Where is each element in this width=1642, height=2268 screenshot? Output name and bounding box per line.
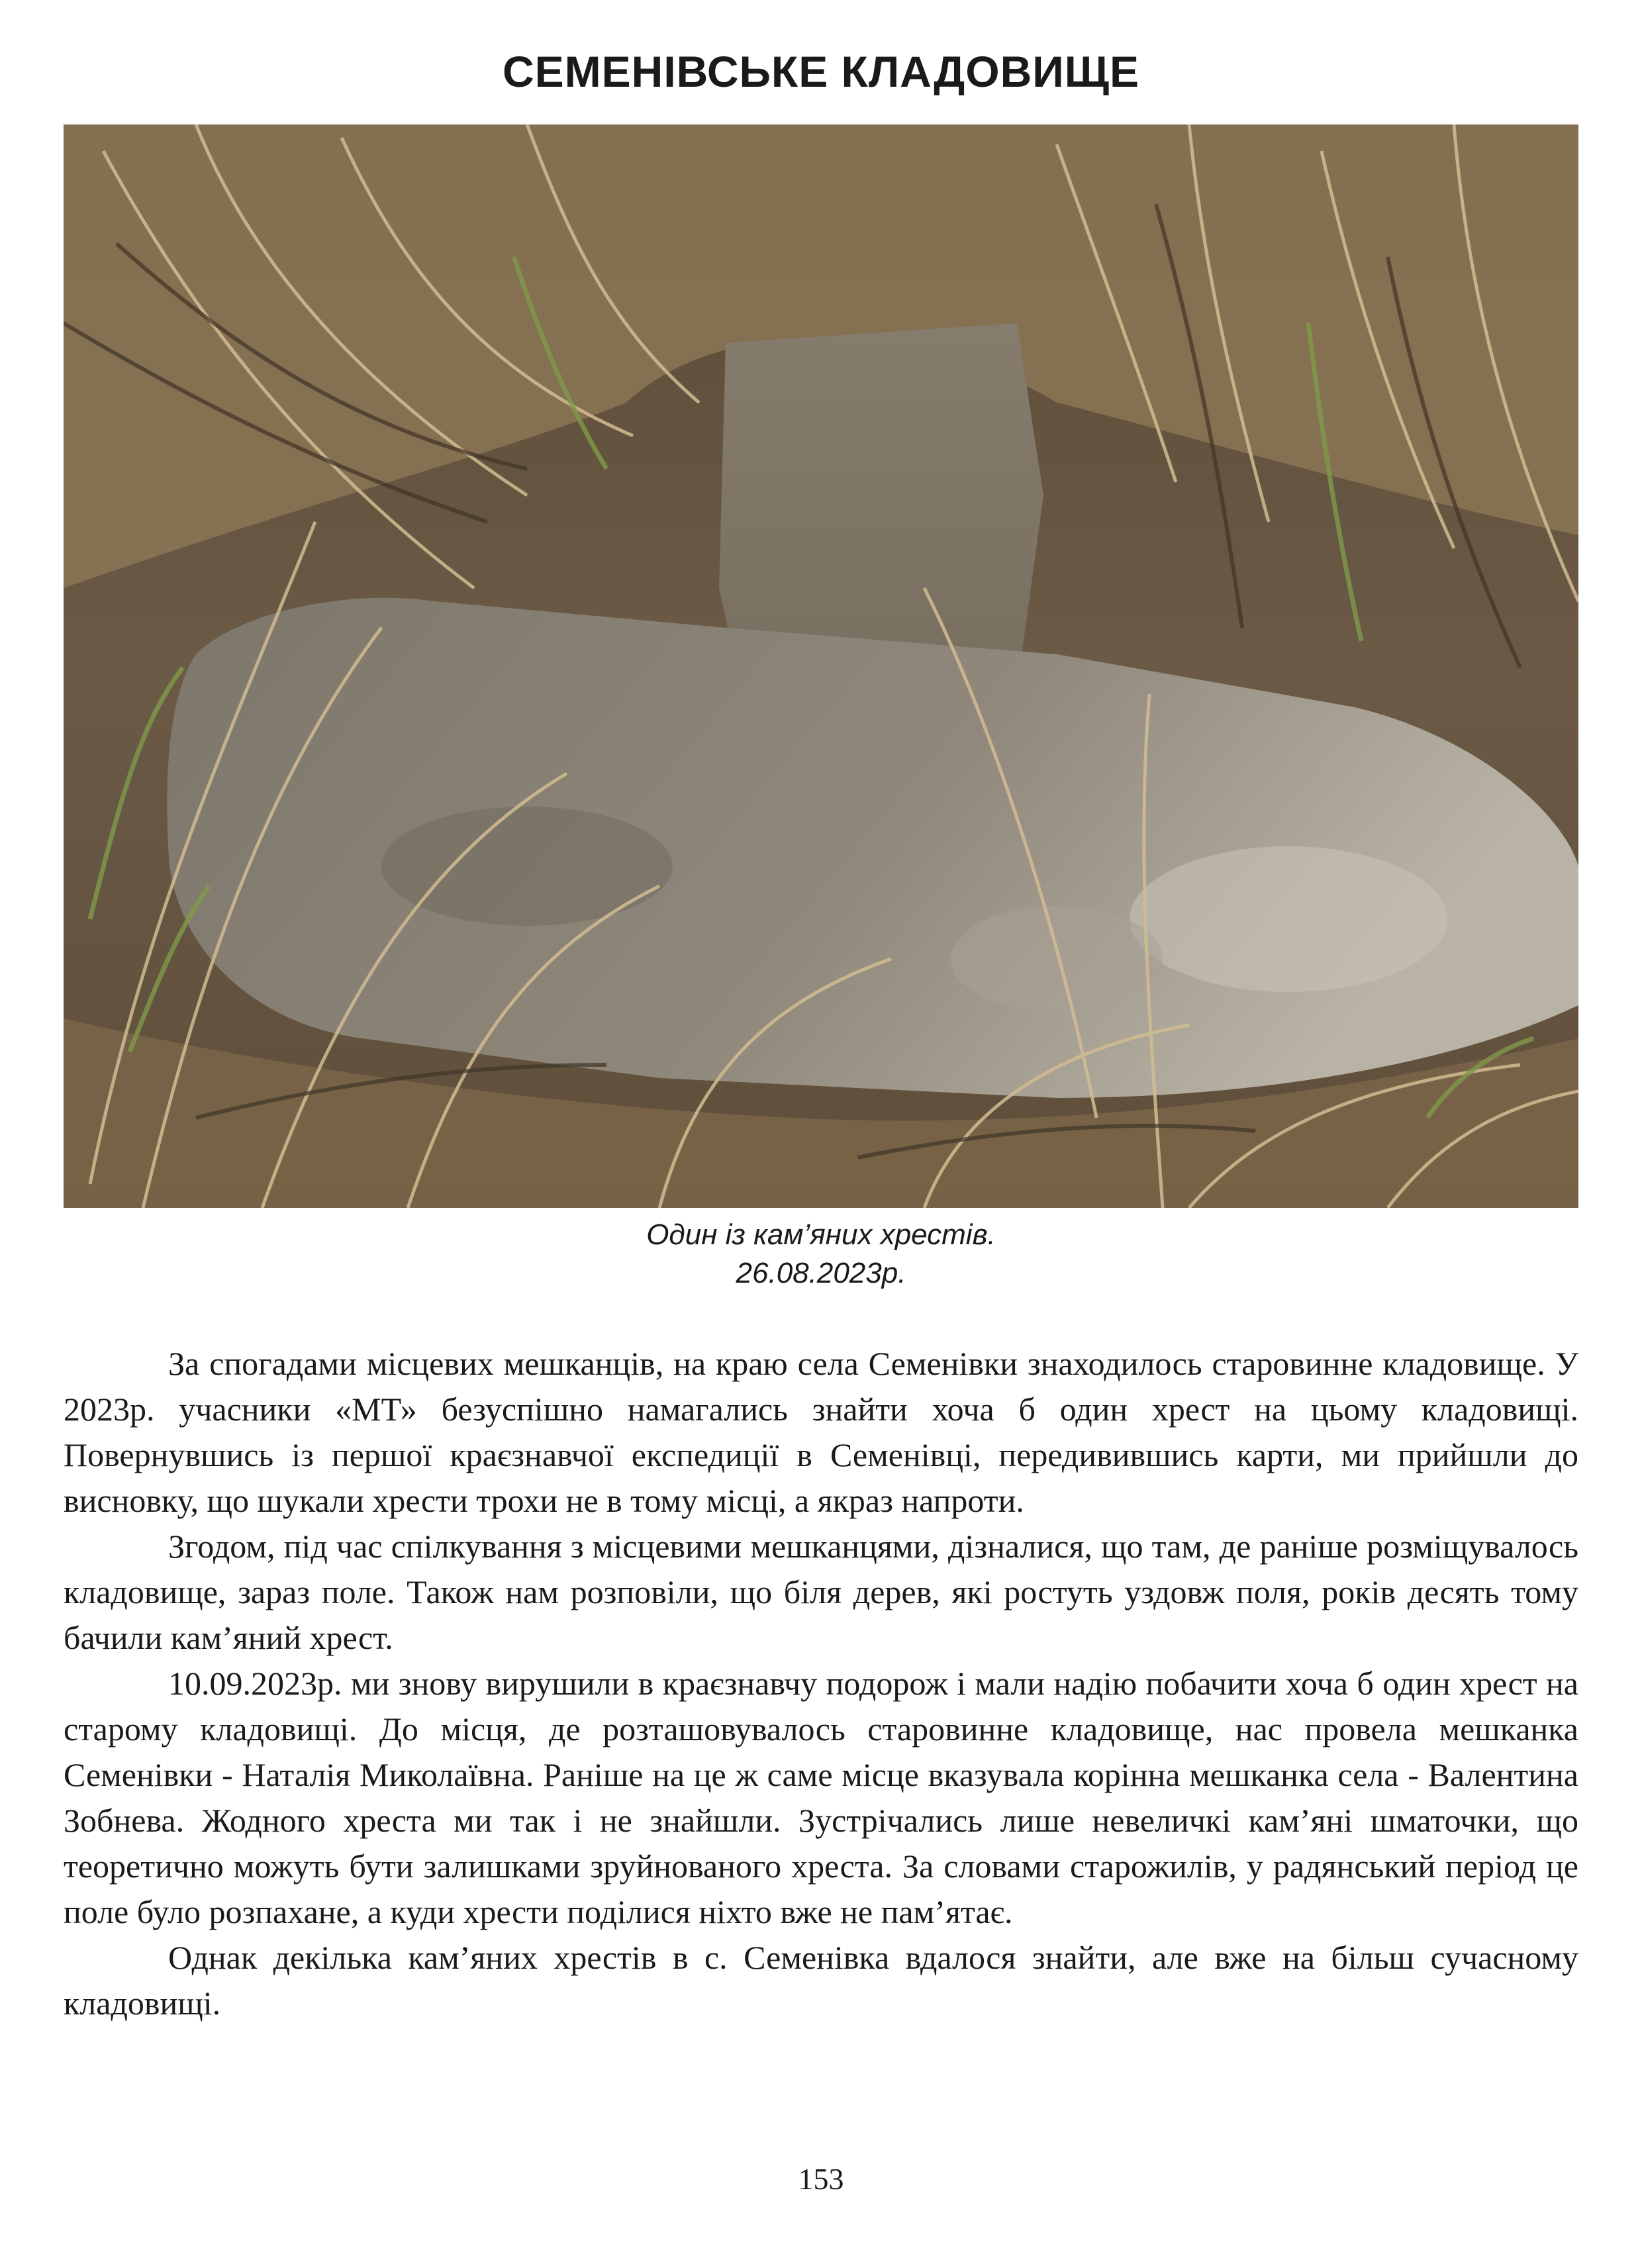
- photo-caption: [0, 1216, 1642, 1293]
- lichen-patch: [951, 906, 1163, 1012]
- paragraph: 10.09.2023р. ми знову вирушили в краєзнавчу подорож і мали надію побачити хоча б один хрест на старому кладовищі. До місця, де розташовувалось старовинне кладовище, нас провела мешканка Семенівки - Наталія Миколаївна. Раніше на це ж саме місце вказувала корінна мешканка села - Валентина Зобнева. Жодного хреста ми так і не знайшли. Зустрічались лише невеличкі кам’яні шматочки, що теоретично можуть бути залишками зруйнованого хреста. За словами старожилів, у радянський період це поле було розпахане, а куди хрести поділися ніхто вже не пам’ятає.: [64, 1665, 1578, 1930]
- paragraph: Однак декілька кам’яних хрестів в с. Семенівка вдалося знайти, але вже на більш сучасному кладовищі.: [64, 1939, 1578, 2022]
- paragraph: Згодом, під час спілкування з місцевими мешканцями, дізналися, що там, де раніше розміщувалось кладовище, зараз поле. Також нам розповіли, що біля дерев, які ростуть уздовж поля, років десять тому бачили кам’яний хрест.: [64, 1528, 1578, 1656]
- stone-cross-illustration: [64, 124, 1578, 1208]
- stone-shadow: [381, 807, 673, 926]
- paragraph: За спогадами місцевих мешканців, на краю села Семенівки знаходилось старовинне кладовище. У 2023р. учасники «МТ» безуспішно намагались знайти хоча б один хрест на цьому кладовищі. Повернувшись із першої краєзнавчої експедиції в Семенівці, передивившись карти, ми прийшли до висновку, що шукали хрести трохи не в тому місці, а якраз напроти.: [64, 1345, 1578, 1519]
- caption-line-1: Один із кам’яних хрестів.: [646, 1218, 996, 1251]
- article-body: [64, 1341, 1578, 2026]
- page-title: СЕМЕНІВСЬКЕ КЛАДОВИЩЕ: [502, 47, 1139, 96]
- lichen-patch: [1130, 846, 1447, 992]
- page-number: 153: [798, 2162, 844, 2196]
- caption-date: 26.08.2023р.: [736, 1257, 906, 1289]
- stone-cross-photo: [64, 124, 1578, 1208]
